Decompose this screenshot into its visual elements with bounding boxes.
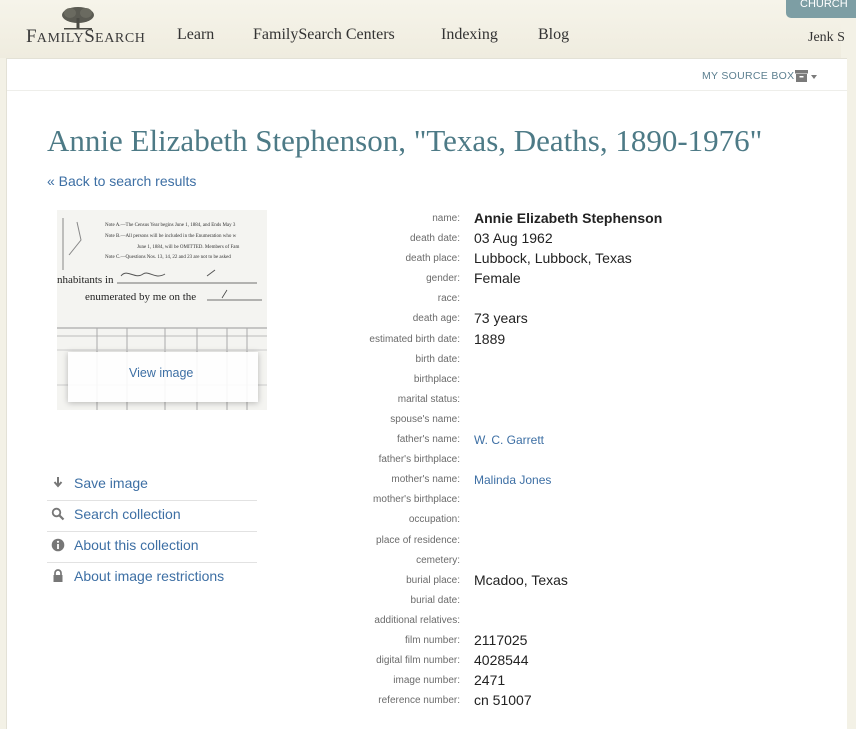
snippet-line-3: June 1, 1884, will be OMITTED. Members of Fam bbox=[137, 245, 240, 250]
nav-familysearch-centers[interactable]: FamilySearch Centers bbox=[253, 26, 395, 43]
lock-icon bbox=[51, 569, 65, 583]
detail-row-gender: gender: Female bbox=[426, 270, 521, 287]
archive-box-icon[interactable] bbox=[794, 69, 820, 83]
record-panel bbox=[6, 58, 847, 729]
snippet-line-1: Note A.—The Census Year begins June 1, 1884, and Ends May 3 bbox=[105, 223, 236, 228]
save-image-action[interactable] bbox=[47, 470, 257, 501]
info-icon bbox=[51, 538, 65, 552]
detail-row-death-place: death place: Lubbock, Lubbock, Texas bbox=[405, 250, 632, 267]
source-box-bar bbox=[7, 59, 847, 91]
father-name-link[interactable]: W. C. Garrett bbox=[474, 433, 545, 448]
save-image-label[interactable]: Save image bbox=[74, 475, 148, 491]
download-arrow-icon bbox=[51, 476, 65, 490]
my-source-box-link[interactable]: MY SOURCE BOX bbox=[702, 70, 795, 82]
snippet-line-5: nhabitants in bbox=[57, 274, 114, 286]
detail-row-spouse-name: spouse's name: bbox=[390, 413, 460, 425]
about-collection-action[interactable] bbox=[47, 532, 257, 563]
record-image-thumbnail[interactable] bbox=[57, 210, 267, 410]
user-menu[interactable]: Jenk S bbox=[808, 30, 845, 45]
page-title: Annie Elizabeth Stephenson, "Texas, Deaths, 1890-1976" bbox=[47, 123, 763, 158]
detail-row-father-name: father's name: W. C. Garrett bbox=[396, 433, 545, 448]
detail-row-image-number: image number: 2471 bbox=[393, 672, 506, 689]
detail-row-marital-status: marital status: bbox=[397, 393, 460, 405]
detail-row-mother-name: mother's name: Malinda Jones bbox=[391, 473, 552, 488]
image-actions bbox=[47, 470, 257, 593]
detail-row-reference-number: reference number: cn 51007 bbox=[378, 692, 532, 709]
back-to-search-results-link[interactable]: « Back to search results bbox=[47, 173, 197, 189]
detail-row-additional-relatives: additional relatives: bbox=[374, 614, 460, 626]
detail-row-name: name: Annie Elizabeth Stephenson bbox=[432, 210, 663, 226]
nav-blog[interactable]: Blog bbox=[538, 26, 570, 43]
detail-row-death-age: death age: 73 years bbox=[412, 310, 528, 327]
detail-row-film-number: film number: 2117025 bbox=[404, 631, 528, 648]
view-image-link[interactable]: View image bbox=[129, 366, 194, 380]
view-image-overlay[interactable] bbox=[68, 352, 258, 402]
logo-text: FAMILYSEARCH bbox=[26, 26, 146, 47]
image-restrictions-label[interactable]: About image restrictions bbox=[74, 568, 225, 584]
detail-row-birthplace: birthplace: bbox=[413, 373, 460, 385]
site-header bbox=[0, 0, 848, 58]
detail-row-father-birthplace: father's birthplace: bbox=[378, 454, 460, 466]
detail-row-birth-date: birth date: bbox=[415, 353, 460, 365]
detail-row-occupation: occupation: bbox=[408, 514, 460, 526]
detail-row-death-date: death date: 03 Aug 1962 bbox=[409, 230, 553, 247]
detail-row-burial-place: burial place: Mcadoo, Texas bbox=[406, 571, 568, 588]
image-restrictions-action[interactable] bbox=[47, 563, 257, 593]
detail-row-burial-date: burial date: bbox=[410, 594, 460, 606]
detail-row-digital-film-number: digital film number: 4028544 bbox=[376, 652, 529, 669]
detail-row-race: race: bbox=[437, 293, 460, 305]
magnifier-icon bbox=[51, 507, 65, 521]
nav-learn[interactable]: Learn bbox=[177, 26, 215, 43]
detail-row-mother-birthplace: mother's birthplace: bbox=[373, 494, 460, 506]
detail-row-place-of-residence: place of residence: bbox=[376, 534, 460, 546]
snippet-line-2: Note B.—All persons will be included in the Enumeration who w bbox=[105, 234, 237, 239]
snippet-line-4: Note C.—Questions Nos. 13, 14, 22 and 23 are not to be asked bbox=[105, 255, 231, 260]
snippet-line-6: enumerated by me on the bbox=[85, 291, 197, 303]
about-collection-label[interactable]: About this collection bbox=[74, 537, 199, 553]
record-details bbox=[307, 209, 827, 711]
search-collection-label[interactable]: Search collection bbox=[74, 506, 181, 522]
familysearch-logo[interactable] bbox=[26, 6, 151, 52]
nav-indexing[interactable]: Indexing bbox=[441, 26, 498, 43]
detail-row-cemetery: cemetery: bbox=[416, 554, 460, 566]
church-button[interactable]: CHURCH bbox=[786, 0, 856, 18]
detail-row-estimated-birth-date: estimated birth date: 1889 bbox=[369, 330, 506, 347]
mother-name-link[interactable]: Malinda Jones bbox=[474, 473, 552, 488]
search-collection-action[interactable] bbox=[47, 501, 257, 532]
